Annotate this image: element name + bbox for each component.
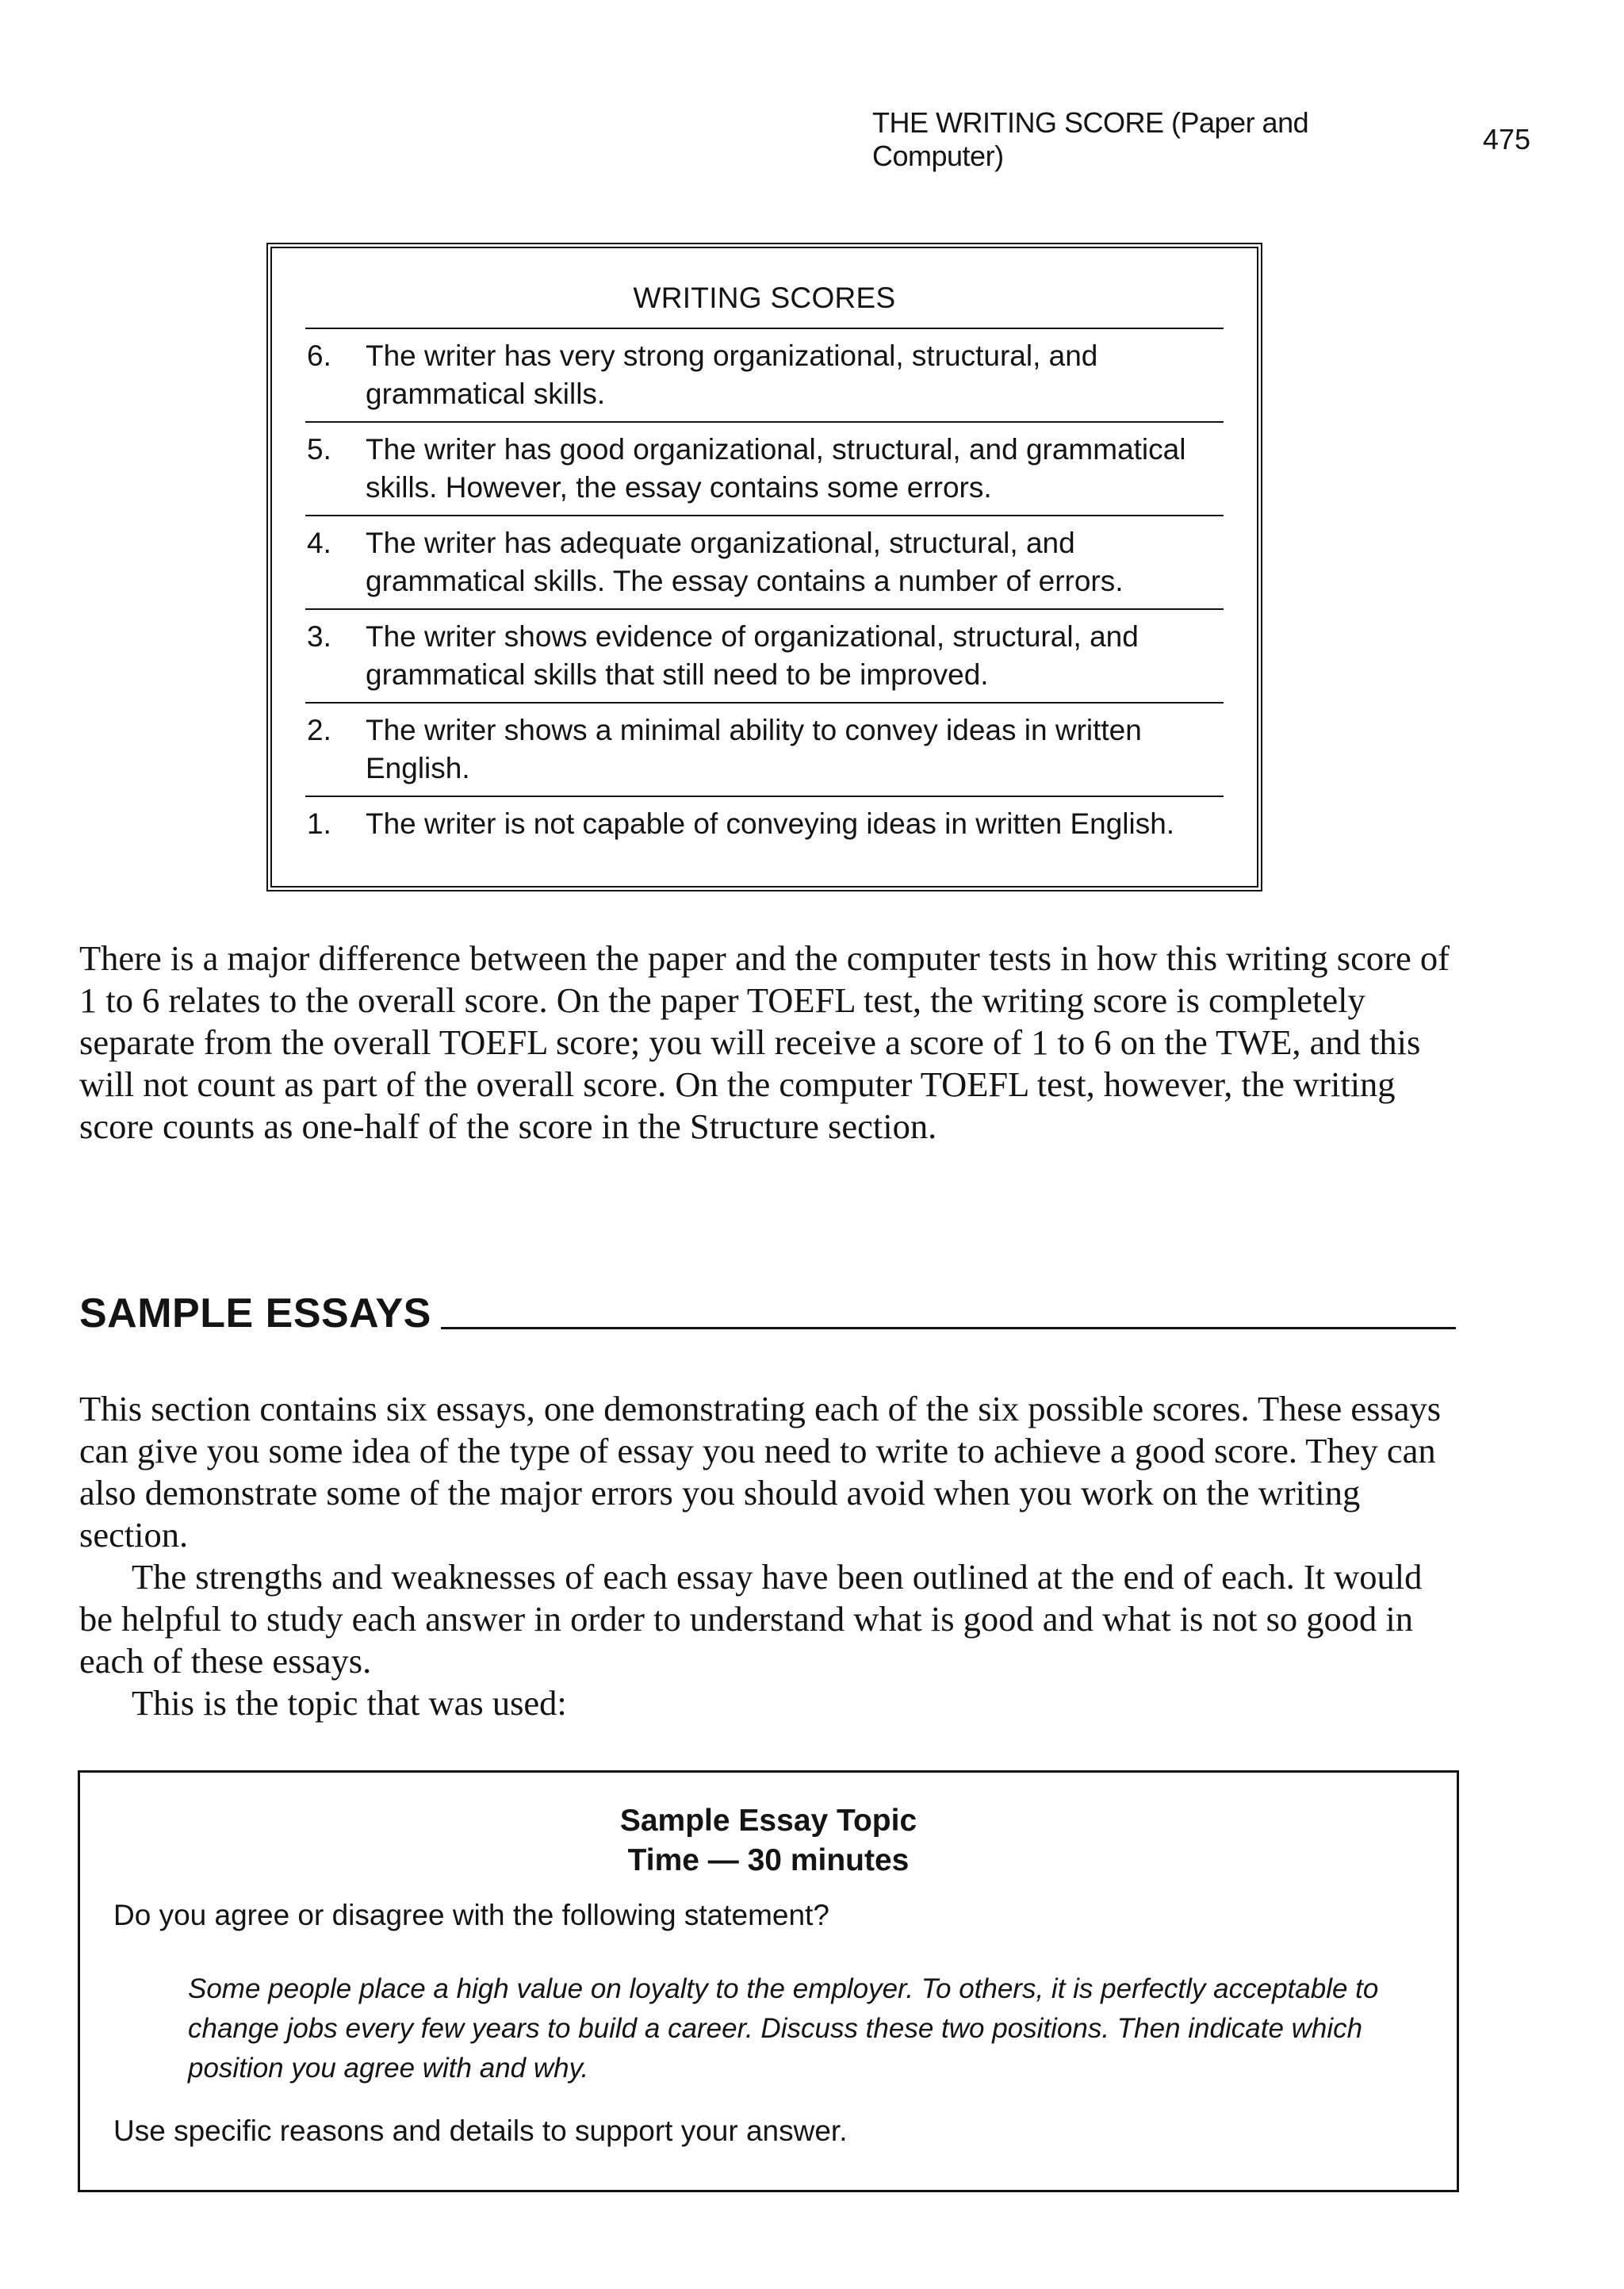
score-description: The writer has very strong organizational, structural, and grammatical skills. xyxy=(366,339,1098,410)
score-number: 5. xyxy=(307,433,331,466)
topic-time-line: Time — 30 minutes xyxy=(627,1843,910,1877)
score-row-4 xyxy=(305,516,1224,610)
score-row-3 xyxy=(305,610,1224,704)
running-header xyxy=(872,106,1530,172)
topic-title-line: Sample Essay Topic xyxy=(619,1804,917,1838)
score-number: 6. xyxy=(307,339,331,372)
intro-paragraph: There is a major difference between the paper and the computer tests in how this writing score of 1 to 6 relates to the overall score. On the paper TOEFL test, the writing score is completely separate from the overall TOEFL score; you will receive a score of 1 to 6 on the TWE, and this will not count as part of the overall score. On the computer TOEFL test, however, the writing score counts as one-half of the score in the Structure section. xyxy=(79,938,1450,1146)
score-row-6 xyxy=(305,329,1224,423)
score-number: 3. xyxy=(307,620,331,653)
running-header-title: THE WRITING SCORE (Paper and Computer) xyxy=(872,106,1309,172)
topic-question: Do you agree or disagree with the following statement? xyxy=(113,1899,829,1931)
section-body xyxy=(79,1388,1456,1724)
writing-scores-title: WRITING SCORES xyxy=(305,266,1224,329)
score-number: 2. xyxy=(307,714,331,746)
section-heading xyxy=(79,1290,1456,1337)
writing-scores-table xyxy=(266,243,1262,891)
section-paragraph: The strengths and weaknesses of each essay have been outlined at the end of each. It would be helpful to study each answer in order to understand what is good and what is not so good in each of these essays. xyxy=(79,1557,1423,1681)
score-description: The writer is not capable of conveying ideas in written English. xyxy=(366,807,1175,840)
topic-statement: Some people place a high value on loyalty to the employer. To others, it is perfectly acceptable to change jobs every few years to build a career. Discuss these two positions. Then indicate which position you agree with and why. xyxy=(188,1973,1379,2084)
score-row-1 xyxy=(305,797,1224,851)
section-heading-text: SAMPLE ESSAYS xyxy=(79,1290,431,1336)
score-number: 4. xyxy=(307,527,331,559)
sample-essay-topic-box xyxy=(78,1770,1459,2192)
section-heading-rule xyxy=(441,1327,1456,1329)
score-description: The writer has adequate organizational, structural, and grammatical skills. The essay contains a number of errors. xyxy=(366,527,1124,597)
page-number: 475 xyxy=(1482,123,1530,155)
score-description: The writer shows evidence of organizational, structural, and grammatical skills that still need to be improved. xyxy=(366,620,1139,691)
score-number: 1. xyxy=(307,807,331,840)
topic-title xyxy=(80,1801,1457,1881)
score-description: The writer has good organizational, structural, and grammatical skills. However, the essay contains some errors. xyxy=(366,433,1186,504)
score-row-5 xyxy=(305,423,1224,516)
score-description: The writer shows a minimal ability to convey ideas in written English. xyxy=(366,714,1142,784)
writing-scores-inner xyxy=(305,266,1224,870)
score-row-2 xyxy=(305,704,1224,797)
topic-instruction: Use specific reasons and details to support your answer. xyxy=(113,2115,848,2147)
section-paragraph: This section contains six essays, one demonstrating each of the six possible scores. These essays can give you some idea of the type of essay you need to write to achieve a good score. They can also demonstrate some of the major errors you should avoid when you work on the writing section. xyxy=(79,1389,1442,1555)
section-paragraph: This is the topic that was used: xyxy=(132,1683,567,1723)
